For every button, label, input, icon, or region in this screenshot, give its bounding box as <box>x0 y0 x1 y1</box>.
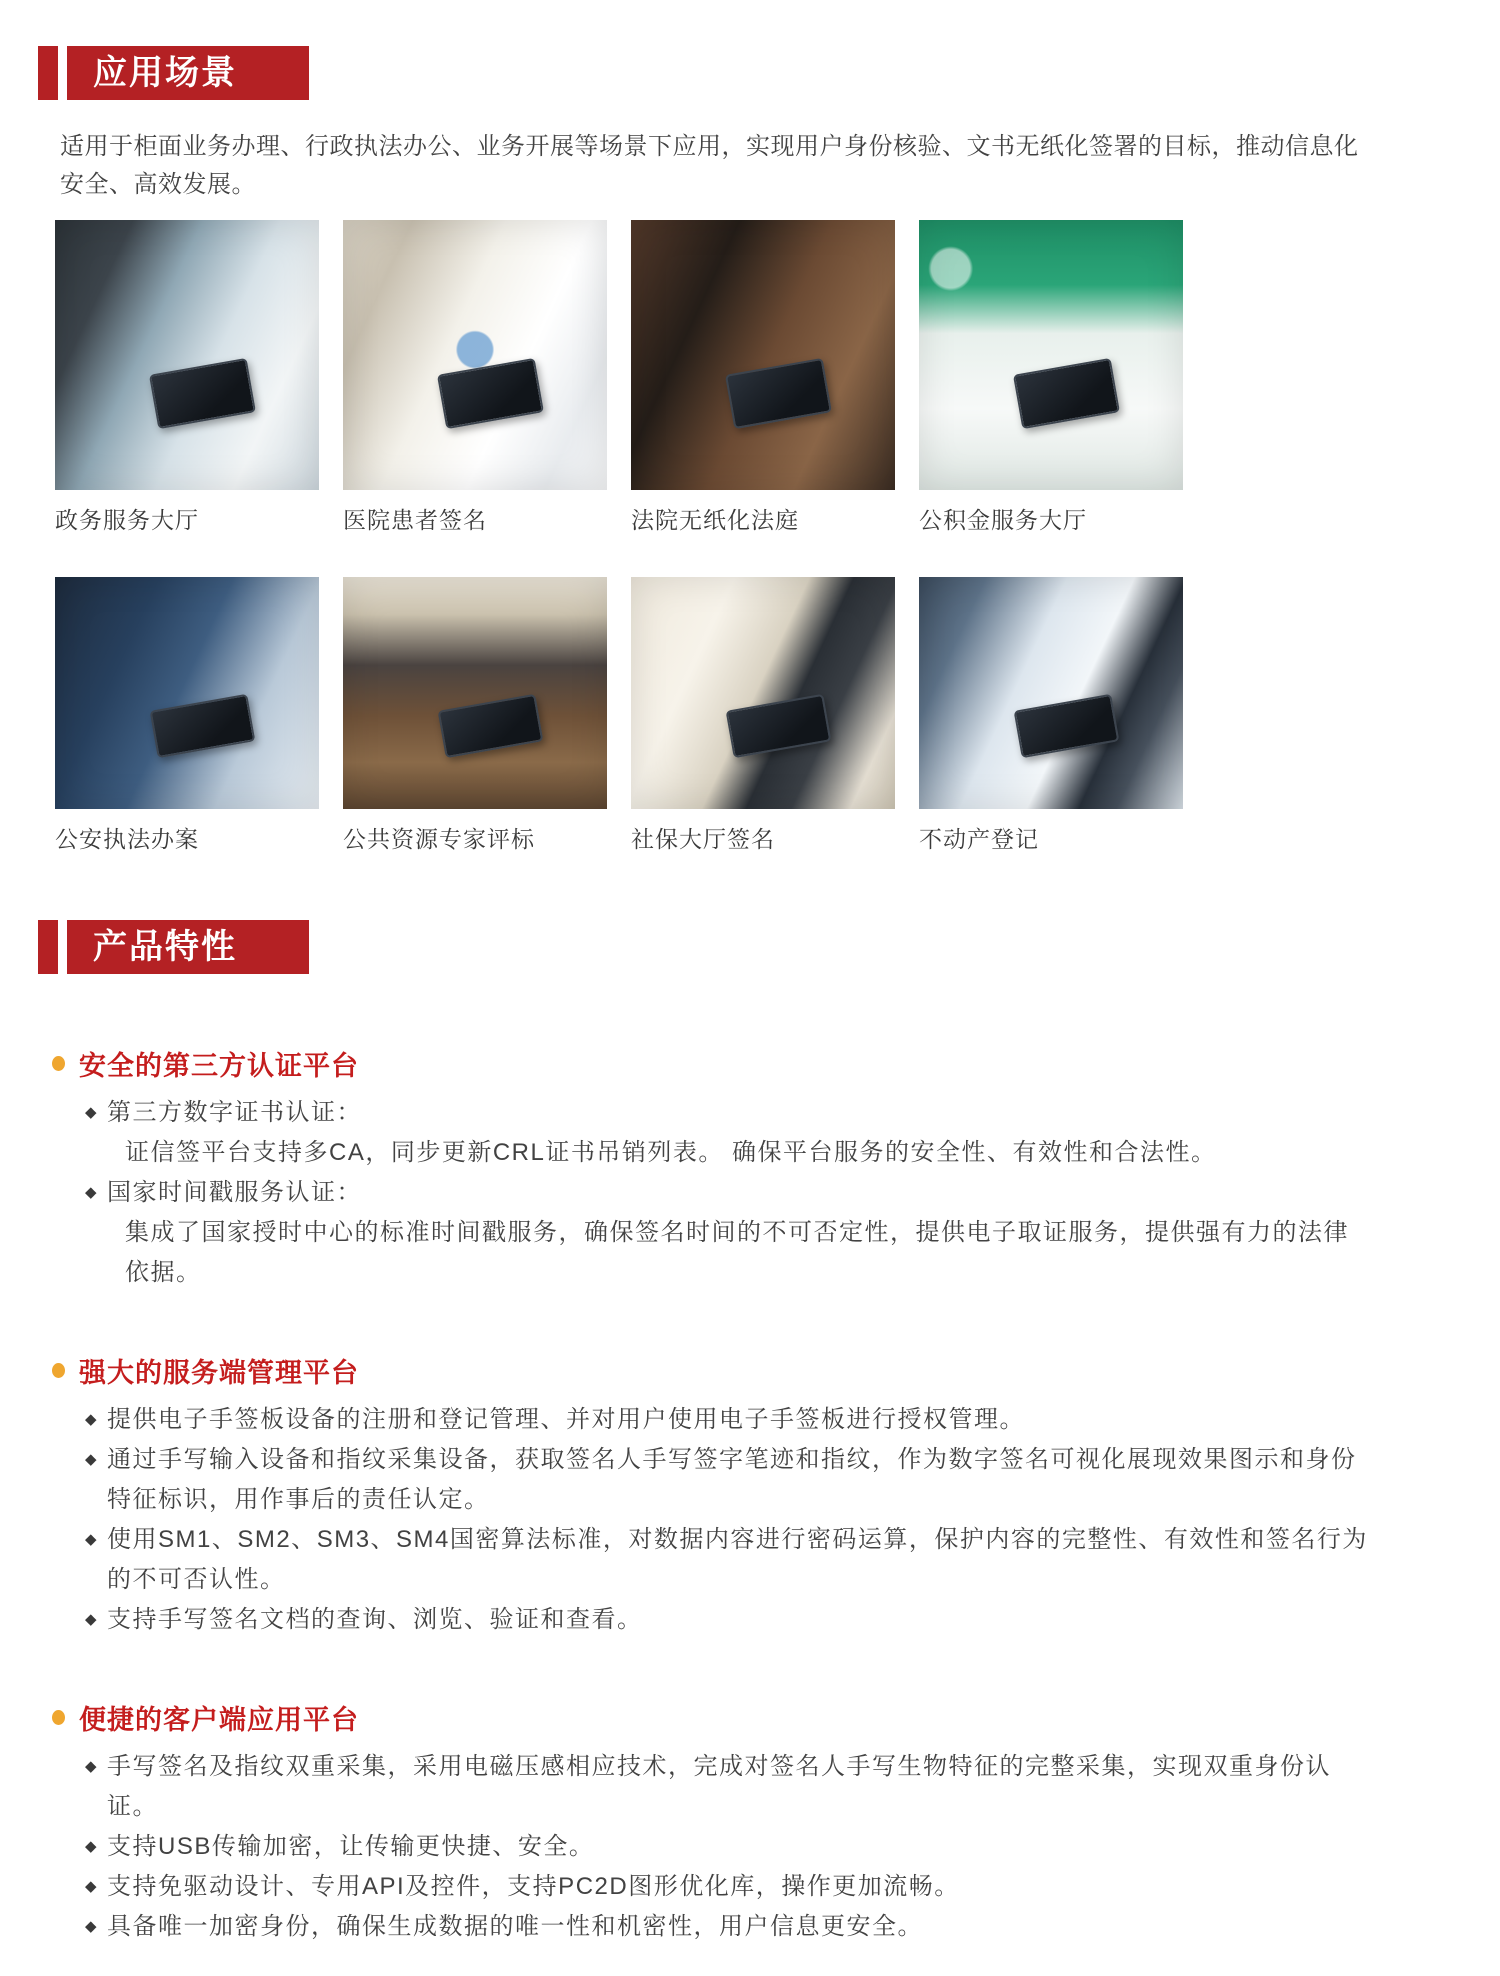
real-estate-registration-photo <box>919 577 1183 809</box>
feature-item-list <box>85 1400 1370 1640</box>
scenario-photo-grid <box>55 220 1183 854</box>
feature-item <box>85 1400 1370 1440</box>
feature-section-header <box>52 1351 1460 1390</box>
scenario-card <box>343 577 607 854</box>
hospital-patient-signing-photo <box>343 220 607 490</box>
feature-item <box>85 1173 1370 1293</box>
diamond-bullet-icon: ◆ <box>85 1184 99 1201</box>
paperless-court-photo <box>631 220 895 490</box>
feature-item-lead: 第三方数字证书认证： <box>107 1099 362 1126</box>
orange-bullet-icon <box>52 1710 65 1725</box>
diamond-bullet-icon: ◆ <box>85 1918 99 1935</box>
feature-item <box>85 1827 1370 1867</box>
features-banner <box>38 920 1500 974</box>
scenario-caption: 政务服务大厅 <box>55 507 199 533</box>
scenario-caption: 公积金服务大厅 <box>919 507 1087 533</box>
scenario-caption: 不动产登记 <box>919 826 1039 852</box>
feature-item-text: 支持USB传输加密，让传输更快捷、安全。 <box>107 1833 595 1860</box>
diamond-bullet-icon: ◆ <box>85 1838 99 1855</box>
feature-item-detail: 证信签平台支持多CA，同步更新CRL证书吊销列表。 确保平台服务的安全性、有效性和合法性。 <box>125 1139 1217 1166</box>
banner-accent-bar <box>38 920 58 974</box>
diamond-bullet-icon: ◆ <box>85 1611 99 1628</box>
scenario-caption: 公安执法办案 <box>55 826 199 852</box>
diamond-bullet-icon: ◆ <box>85 1531 99 1548</box>
scenario-card <box>343 220 607 535</box>
banner-accent-bar <box>38 46 58 100</box>
scenarios-intro-text: 适用于柜面业务办理、行政执法办公、业务开展等场景下应用，实现用户身份核验、文书无纸化签署的目标，推动信息化安全、高效发展。 <box>60 133 1359 198</box>
scenario-caption: 社保大厅签名 <box>631 826 775 852</box>
scenario-card <box>55 577 319 854</box>
feature-item-text: 通过手写输入设备和指纹采集设备，获取签名人手写签字笔迹和指纹，作为数字签名可视化展现效果图示和身份特征标识，用作事后的责任认定。 <box>107 1446 1357 1513</box>
scenario-caption: 法院无纸化法庭 <box>631 507 799 533</box>
diamond-bullet-icon: ◆ <box>85 1411 99 1428</box>
feature-item-lead: 国家时间戳服务认证： <box>107 1179 362 1206</box>
scenarios-banner-title: 应用场景 <box>67 46 309 100</box>
feature-section-server-management <box>52 1351 1460 1640</box>
social-security-hall-signing-photo <box>631 577 895 809</box>
scenario-card <box>631 220 895 535</box>
scenario-card <box>631 577 895 854</box>
feature-item-list <box>85 1093 1370 1293</box>
scenarios-banner <box>38 46 1500 100</box>
feature-item-text: 支持手写签名文档的查询、浏览、验证和查看。 <box>107 1606 643 1633</box>
orange-bullet-icon <box>52 1363 65 1378</box>
feature-item-text: 手写签名及指纹双重采集，采用电磁压感相应技术，完成对签名人手写生物特征的完整采集，实现双重身份认证。 <box>107 1753 1331 1820</box>
scenario-card <box>55 220 319 535</box>
feature-section-header <box>52 1698 1460 1737</box>
feature-item-text: 提供电子手签板设备的注册和登记管理、并对用户使用电子手签板进行授权管理。 <box>107 1406 1025 1433</box>
feature-item <box>85 1907 1370 1947</box>
feature-item <box>85 1093 1370 1173</box>
public-resource-expert-evaluation-photo <box>343 577 607 809</box>
feature-section-third-party-cert <box>52 1044 1460 1293</box>
feature-section-title: 安全的第三方认证平台 <box>79 1051 359 1081</box>
diamond-bullet-icon: ◆ <box>85 1104 99 1121</box>
feature-item-text: 支持免驱动设计、专用API及控件，支持PC2D图形优化库，操作更加流畅。 <box>107 1873 960 1900</box>
scenario-card <box>919 577 1183 854</box>
orange-bullet-icon <box>52 1056 65 1071</box>
feature-item <box>85 1440 1370 1520</box>
scenario-card <box>919 220 1183 535</box>
feature-item <box>85 1747 1370 1827</box>
diamond-bullet-icon: ◆ <box>85 1758 99 1775</box>
government-service-hall-photo <box>55 220 319 490</box>
feature-item-text: 使用SM1、SM2、SM3、SM4国密算法标准，对数据内容进行密码运算，保护内容的完整性、有效性和签名行为的不可否认性。 <box>107 1526 1368 1593</box>
feature-item-list <box>85 1747 1370 1947</box>
feature-item <box>85 1867 1370 1907</box>
feature-item <box>85 1600 1370 1640</box>
diamond-bullet-icon: ◆ <box>85 1451 99 1468</box>
scenario-caption: 公共资源专家评标 <box>343 826 535 852</box>
police-law-enforcement-photo <box>55 577 319 809</box>
feature-section-header <box>52 1044 1460 1083</box>
diamond-bullet-icon: ◆ <box>85 1878 99 1895</box>
feature-section-title: 便捷的客户端应用平台 <box>79 1705 359 1735</box>
features-banner-title: 产品特性 <box>67 920 309 974</box>
feature-item-text: 具备唯一加密身份，确保生成数据的唯一性和机密性，用户信息更安全。 <box>107 1913 923 1940</box>
scenario-caption: 医院患者签名 <box>343 507 487 533</box>
feature-section-client-application <box>52 1698 1460 1947</box>
feature-item-detail: 集成了国家授时中心的标准时间戳服务，确保签名时间的不可否定性，提供电子取证服务，提供强有力的法律依据。 <box>125 1219 1349 1286</box>
feature-item <box>85 1520 1370 1600</box>
feature-section-title: 强大的服务端管理平台 <box>79 1358 359 1388</box>
housing-fund-hall-photo <box>919 220 1183 490</box>
